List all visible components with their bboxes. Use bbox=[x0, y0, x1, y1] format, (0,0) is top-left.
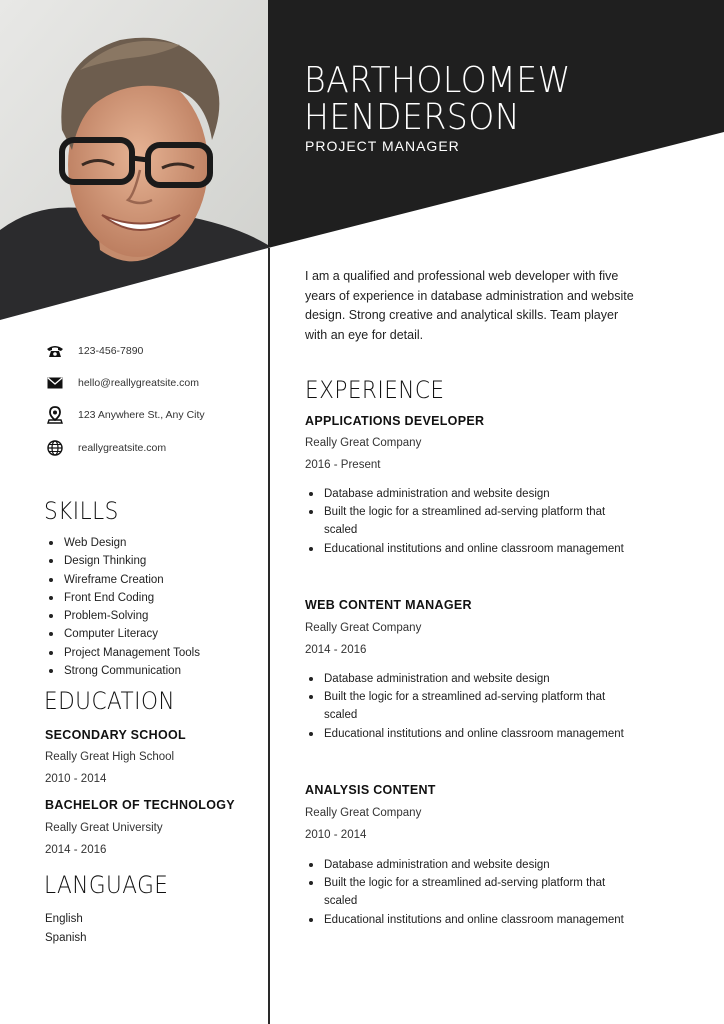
skills-title: SKILLS bbox=[44, 497, 119, 525]
skill-item: Design Thinking bbox=[45, 552, 200, 570]
experience-title: EXPERIENCE bbox=[305, 376, 445, 404]
skill-item: Problem-Solving bbox=[45, 607, 200, 625]
skill-item: Wireframe Creation bbox=[45, 571, 200, 589]
profile-summary: I am a qualified and professional web developer with five years of experience in database administration and website design. Strong creative and analytical skills. Team player with an eye for detail. bbox=[305, 269, 634, 342]
job-bullets bbox=[305, 485, 625, 558]
skills-list bbox=[45, 534, 200, 680]
education-school: Really Great High School bbox=[45, 751, 175, 763]
contact-address[interactable] bbox=[46, 405, 205, 425]
first-name: BARTHOLOMEW bbox=[304, 60, 571, 101]
job-bullet: Built the logic for a streamlined ad-serving platform that scaled bbox=[305, 874, 625, 910]
contact-email[interactable] bbox=[46, 373, 199, 393]
language-item: Spanish bbox=[45, 931, 87, 944]
job-bullet: Educational institutions and online classroom management bbox=[305, 911, 625, 929]
contact-text: hello@reallygreatsite.com bbox=[78, 377, 199, 389]
contact-text: 123-456-7890 bbox=[78, 345, 144, 357]
job-bullet: Built the logic for a streamlined ad-serving platform that scaled bbox=[305, 688, 625, 724]
job-role: ANALYSIS CONTENT bbox=[305, 783, 436, 797]
language-list bbox=[45, 910, 87, 947]
job-bullet: Database administration and website design bbox=[305, 670, 625, 688]
skill-item: Web Design bbox=[45, 534, 200, 552]
education-years: 2010 - 2014 bbox=[45, 773, 107, 785]
contact-website[interactable] bbox=[46, 438, 166, 458]
job-bullets bbox=[305, 670, 625, 743]
phone-icon bbox=[46, 342, 64, 360]
job-role: APPLICATIONS DEVELOPER bbox=[305, 414, 485, 428]
job-company: Really Great Company bbox=[305, 807, 422, 819]
job-bullets bbox=[305, 856, 625, 929]
last-name: HENDERSON bbox=[304, 97, 521, 138]
education-degree: BACHELOR OF TECHNOLOGY bbox=[45, 798, 235, 812]
skill-item: Computer Literacy bbox=[45, 625, 200, 643]
column-divider bbox=[268, 248, 270, 1024]
job-years: 2016 - Present bbox=[305, 459, 381, 471]
contact-text: reallygreatsite.com bbox=[78, 442, 167, 454]
contact-phone[interactable] bbox=[46, 341, 143, 361]
job-bullet: Built the logic for a streamlined ad-serving platform that scaled bbox=[305, 503, 625, 539]
job-bullet: Educational institutions and online classroom management bbox=[305, 540, 625, 558]
job-company: Really Great Company bbox=[305, 622, 422, 634]
candidate-name bbox=[304, 62, 594, 136]
education-title: EDUCATION bbox=[44, 687, 176, 715]
job-bullet: Database administration and website design bbox=[305, 856, 625, 874]
mail-icon bbox=[46, 374, 64, 392]
job-bullet: Educational institutions and online classroom management bbox=[305, 725, 625, 743]
job-years: 2010 - 2014 bbox=[305, 829, 367, 841]
job-role: WEB CONTENT MANAGER bbox=[305, 598, 472, 612]
education-school: Really Great University bbox=[45, 822, 163, 834]
contact-text: 123 Anywhere St., Any City bbox=[78, 409, 205, 421]
skill-item: Strong Communication bbox=[45, 662, 200, 680]
job-years: 2014 - 2016 bbox=[305, 644, 367, 656]
location-icon bbox=[46, 406, 64, 424]
language-title: LANGUAGE bbox=[44, 871, 169, 899]
job-bullet: Database administration and website design bbox=[305, 485, 625, 503]
skill-item: Project Management Tools bbox=[45, 644, 200, 662]
education-degree: SECONDARY SCHOOL bbox=[45, 728, 186, 742]
job-company: Really Great Company bbox=[305, 437, 422, 449]
globe-icon bbox=[46, 439, 64, 457]
language-item: English bbox=[45, 913, 83, 925]
skill-item: Front End Coding bbox=[45, 589, 200, 607]
education-years: 2014 - 2016 bbox=[45, 844, 107, 856]
job-title: PROJECT MANAGER bbox=[305, 138, 460, 154]
